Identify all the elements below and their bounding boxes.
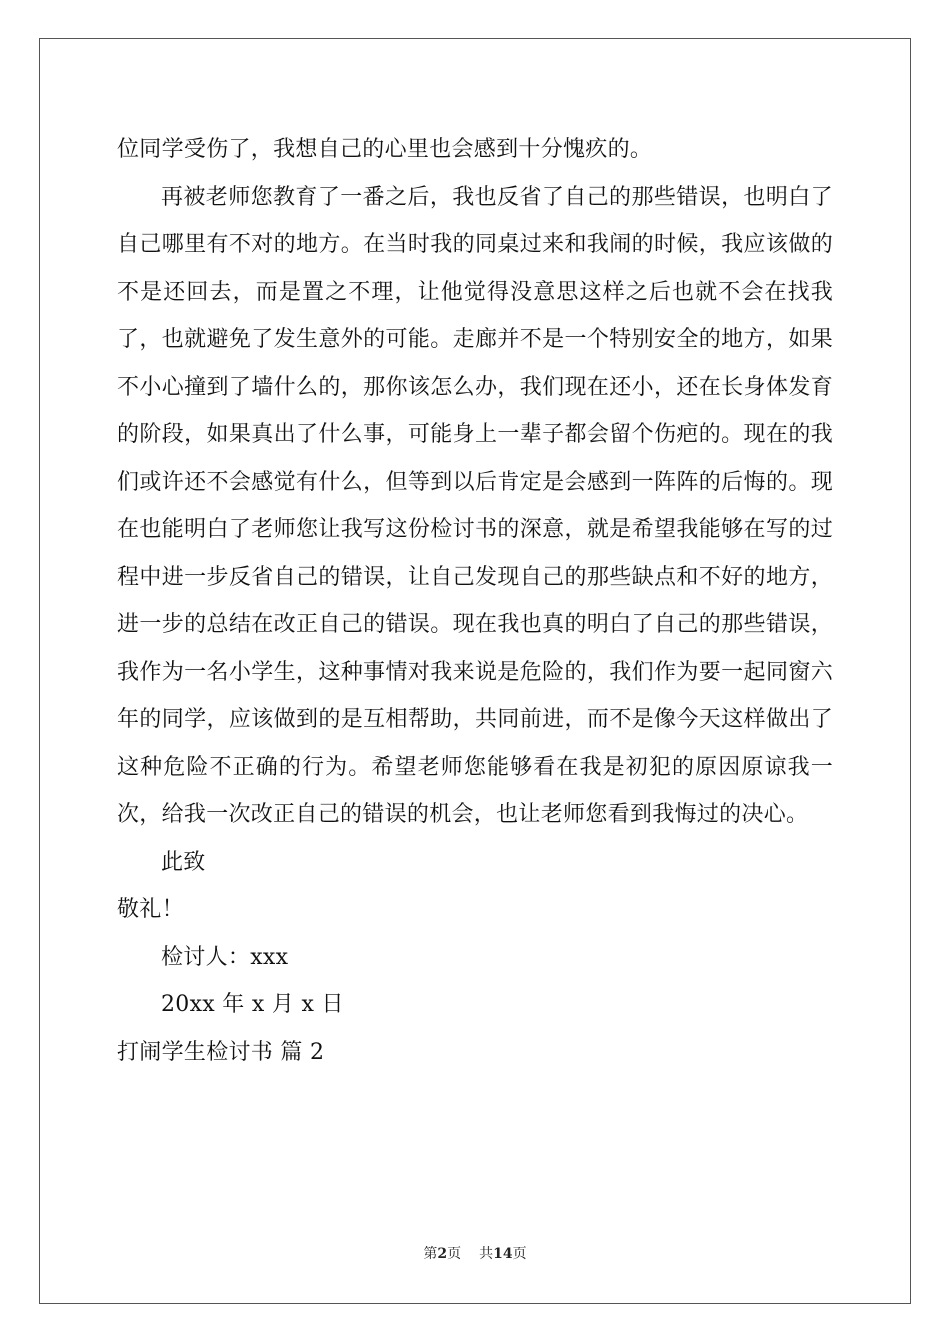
page-prefix: 第 [423,1246,438,1262]
salutation-line-2: 敬礼！ [117,897,184,922]
page-number: 2 [437,1246,448,1262]
total-prefix: 共 [479,1246,494,1262]
page-suffix: 页 [447,1246,462,1262]
salutation-line-1: 此致 [161,849,206,875]
date-line: 20xx 年 x 月 x 日 [161,992,344,1017]
page-footer [0,1244,950,1264]
paragraph-reflection: 再被老师您教育了一番之后，我也反省了自己的那些错误，也明白了自己哪里有不对的地方。在当时我的同桌过来和我闹的时候，我应该做的不是还回去，而是置之不理，让他觉得没意思这样之后也就不会在找我了，也就避免了发生意外的可能。走廊并不是一个特别安全的地方，如果不小心撞到了墙什么的，那你该怎么办，我们现在还小，还在长身体发育的阶段，如果真出了什么事，可能身上一辈子都会留个伤疤的。现在的我们或许还不会感觉有什么，但等到以后肯定是会感到一阵阵的后悔的。现在也能明白了老师您让我写这份检讨书的深意，就是希望我能够在写的过程中进一步反省自己的错误，让自己发现自己的那些缺点和不好的地方，进一步的总结在改正自己的错误。现在我也真的明白了自己的那些错误，我作为一名小学生，这种事情对我来说是危险的，我们作为要一起同窗六年的同学，应该做到的是互相帮助，共同前进，而不是像今天这样做出了这种危险不正确的行为。希望老师您能够看在我是初犯的原因原谅我一次，给我一次改正自己的错误的机会，也让老师您看到我悔过的决心。 [117,184,833,827]
total-pages: 14 [493,1246,513,1262]
document-body [117,126,833,1076]
next-section-title: 打闹学生检讨书 篇 2 [117,1039,325,1065]
total-suffix: 页 [512,1246,527,1262]
signer-line: 检讨人：xxx [161,944,289,970]
paragraph-continuation: 位同学受伤了，我想自己的心里也会感到十分愧疚的。 [117,137,653,162]
